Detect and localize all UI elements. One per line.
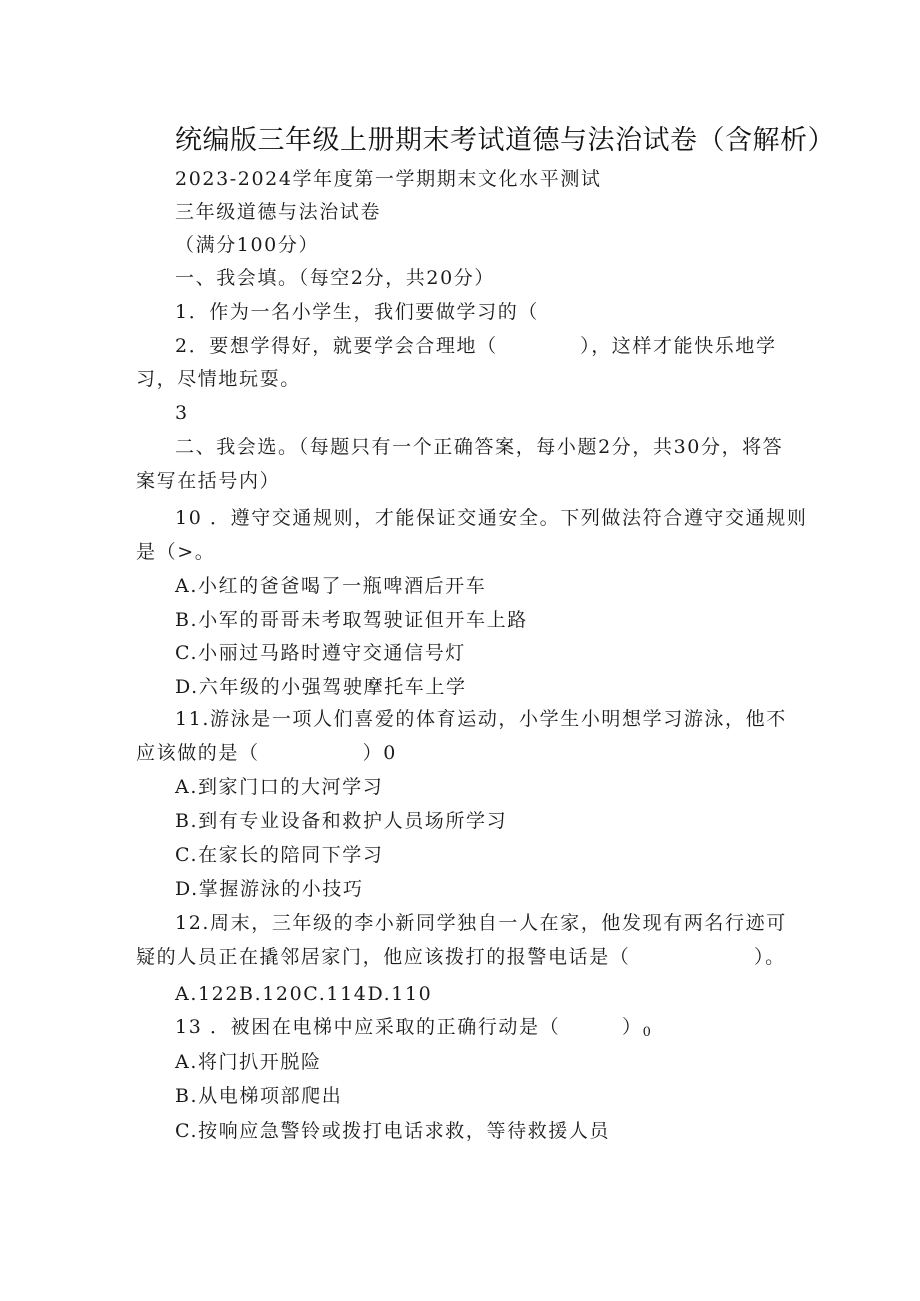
section2-heading-line1: 二、我会选。（每题只有一个正确答案，每小题2分，共30分，将答 xyxy=(175,436,784,458)
question-11-option-b: B.到有专业设备和救护人员场所学习 xyxy=(175,810,508,832)
section1-heading: 一、我会填。（每空2分，共20分） xyxy=(175,267,495,289)
question-11-line2: 应该做的是（ ）0 xyxy=(136,742,397,764)
question-13-mark: 0 xyxy=(642,1025,651,1040)
section2-heading-line2: 案写在括号内） xyxy=(136,470,281,492)
question-10-option-d: D.六年级的小强驾驶摩托车上学 xyxy=(175,676,467,698)
question-13-option-b: B.从电梯项部爬出 xyxy=(175,1085,343,1107)
document-title: 统编版三年级上册期末考试道德与法治试卷（含解析） xyxy=(175,125,835,156)
question-10-option-b: B.小军的哥哥未考取驾驶证但开车上路 xyxy=(175,609,528,631)
question-2-line2: 习，尽情地玩耍。 xyxy=(136,368,301,390)
question-13 xyxy=(175,1014,651,1046)
question-13-option-a: A.将门扒开脱险 xyxy=(175,1051,322,1073)
exam-subtitle: 2023-2024学年度第一学期期末文化水平测试 xyxy=(175,168,602,190)
question-13-option-c: C.按响应急警铃或拨打电话求救，等待救援人员 xyxy=(175,1120,611,1142)
question-10-line2: 是（>。 xyxy=(136,541,216,563)
question-11-line1: 11.游泳是一项人们喜爱的体育运动，小学生小明想学习游泳，他不 xyxy=(175,708,787,730)
question-10-option-a: A.小红的爸爸喝了一瓶啤酒后开车 xyxy=(175,575,487,597)
full-score: （满分100分） xyxy=(175,234,320,256)
question-12-options: A.122B.120C.114D.110 xyxy=(175,983,433,1005)
question-11-option-c: C.在家长的陪同下学习 xyxy=(175,844,384,866)
question-13-text: 13 ．被困在电梯中应采取的正确行动是（ ） xyxy=(175,1016,643,1038)
paper-name: 三年级道德与法治试卷 xyxy=(175,201,382,223)
question-12-line2: 疑的人员正在撬邻居家门，他应该拨打的报警电话是（ ）。 xyxy=(136,946,786,968)
question-2-line1: 2．要想学得好，就要学会合理地（ ），这样才能快乐地学 xyxy=(175,335,777,357)
question-1: 1．作为一名小学生，我们要做学习的（ xyxy=(175,301,539,323)
question-10-line1: 10 ．遵守交通规则，才能保证交通安全。下列做法符合遵守交通规则 xyxy=(175,507,808,529)
question-11-option-d: D.掌握游泳的小技巧 xyxy=(175,878,364,900)
question-10-option-c: C.小丽过马路时遵守交通信号灯 xyxy=(175,642,466,664)
question-12-line1: 12.周末，三年级的李小新同学独自一人在家，他发现有两名行迹可 xyxy=(175,912,787,934)
question-3: 3 xyxy=(175,402,189,424)
question-11-option-a: A.到家门口的大河学习 xyxy=(175,776,384,798)
